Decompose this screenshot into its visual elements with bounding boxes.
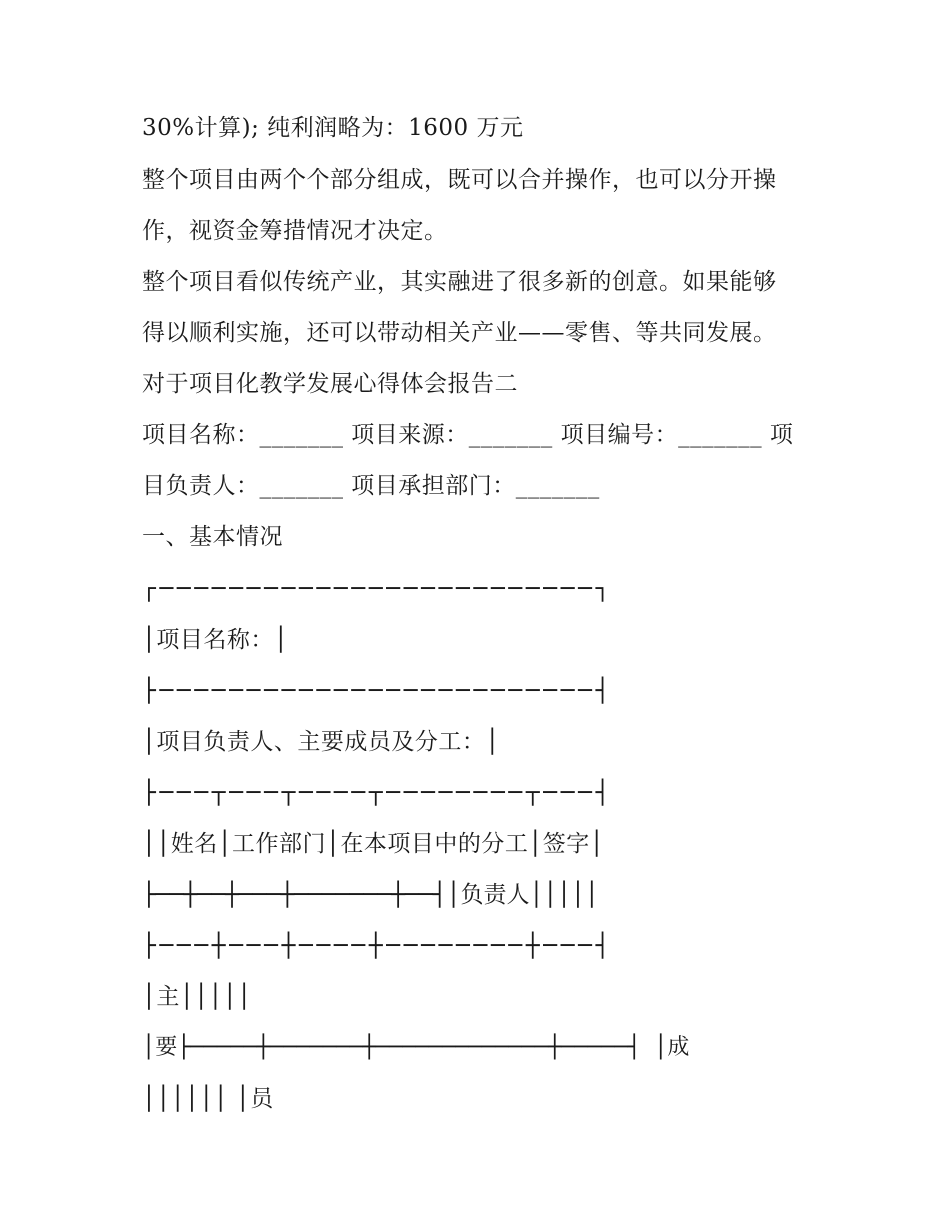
table-row-headers: ││姓名│工作部门│在本项目中的分工│签字│ — [142, 831, 605, 857]
table-row-project-name: │项目名称：│ — [142, 627, 289, 653]
text-line-1: 30%计算); 纯利润略为：1600 万元 — [142, 115, 524, 141]
table-row-leader: ├──┼──┼───┼───────┼──┤│负责人│││││ — [142, 882, 599, 908]
text-line-5: 得以顺利实施，还可以带动相关产业——零售、等共同发展。 — [142, 320, 777, 346]
section-heading-basic-info: 一、基本情况 — [142, 524, 283, 550]
text-line-4: 整个项目看似传统产业，其实融进了很多新的创意。如果能够 — [142, 269, 777, 295]
table-row-member: ││││││ │员 — [142, 1086, 274, 1112]
section-heading-report-two: 对于项目化教学发展心得体会报告二 — [142, 371, 518, 397]
project-info-line-1: 项目名称：_______ 项目来源：_______ 项目编号：_______ 项 — [142, 422, 794, 448]
table-row-members: │项目负责人、主要成员及分工：│ — [142, 729, 500, 755]
table-border-3: ├───┼───┼────┼────────┼───┤ — [142, 933, 614, 959]
table-row-main: │主│││││ — [142, 984, 252, 1010]
project-info-line-2: 目负责人：_______ 项目承担部门：_______ — [142, 473, 600, 499]
table-border-1: ├─────────────────────────┤ — [142, 678, 614, 704]
table-row-important: │要├─────┼───────┼─────────────┼─────┤ │成 — [142, 1035, 690, 1060]
table-border-2: ├───┬───┬────┬────────┬───┤ — [142, 780, 614, 806]
text-line-2: 整个项目由两个个部分组成，既可以合并操作，也可以分开操 — [142, 167, 777, 193]
table-top-border: ┌─────────────────────────┐ — [142, 576, 614, 602]
text-line-3: 作，视资金筹措情况才决定。 — [142, 218, 448, 244]
